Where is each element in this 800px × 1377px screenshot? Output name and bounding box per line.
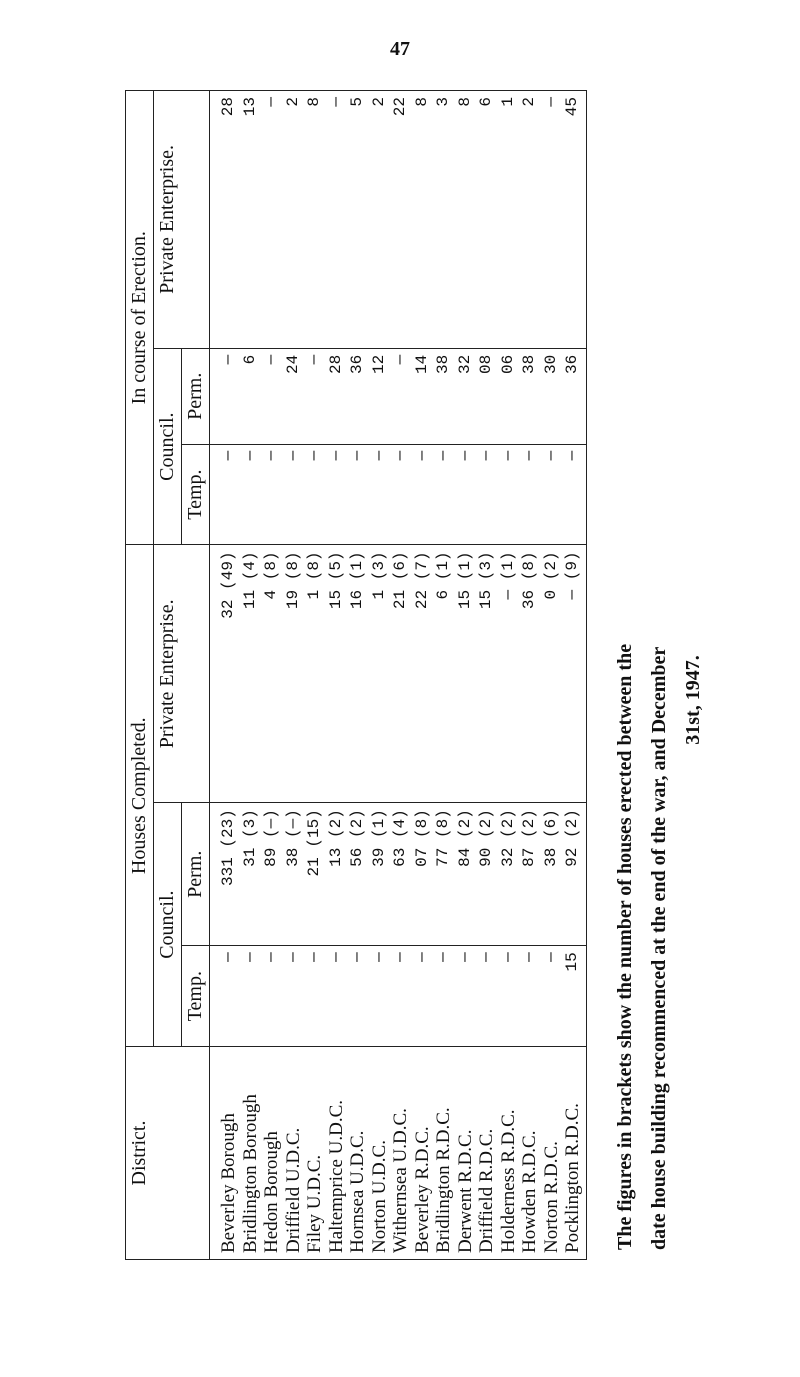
table-cell: —	[283, 450, 302, 461]
table-cell: —	[520, 952, 538, 962]
table-cell: 331 (23)	[219, 809, 237, 887]
table-cell: —	[326, 97, 345, 107]
table-cell: —	[541, 97, 560, 107]
table-cell: Hedon Borough	[261, 1131, 282, 1253]
table-cell: 92 (2)	[563, 809, 581, 867]
table-cell: —	[541, 450, 560, 461]
table-cell: —	[434, 450, 452, 461]
table-cell: — (9)	[563, 551, 581, 600]
table-cell: 8	[412, 97, 431, 107]
table-cell: 12	[369, 354, 388, 375]
table-cell: —	[520, 450, 538, 461]
table-cell: 22	[391, 97, 409, 117]
table-cell: 36 (8)	[520, 551, 538, 610]
table-cell: 77 (8)	[434, 809, 452, 867]
table-cell: Norton R.D.C.	[540, 1141, 562, 1253]
table-cell: —	[412, 952, 431, 962]
table-cell: — (1)	[498, 551, 517, 600]
table-cell: —	[240, 952, 259, 962]
table-cell: 2	[369, 97, 388, 107]
table-cell: Bridlington R.D.C.	[433, 1107, 454, 1253]
table-cell: 2	[283, 97, 302, 107]
table-cell: 32	[455, 354, 474, 375]
table-cell: 1	[498, 97, 517, 107]
table-cell: 89 (—)	[262, 809, 280, 867]
table-cell: —	[348, 952, 366, 962]
housing-table	[125, 90, 587, 1260]
table-cell: Pocklington R.D.C.	[562, 1103, 583, 1253]
erection-private-list	[210, 91, 587, 349]
table-cell: —	[477, 450, 495, 461]
table-cell: —	[262, 354, 280, 365]
table-cell: Derwent R.D.C.	[454, 1129, 476, 1253]
table-cell: 08	[477, 354, 495, 375]
table-cell: 90 (2)	[477, 809, 495, 867]
completed-council-header: Council.	[154, 803, 182, 1047]
table-cell: 8	[455, 97, 474, 107]
table-cell: Howden R.D.C.	[519, 1130, 540, 1253]
table-cell: 1 (3)	[369, 551, 388, 600]
table-cell: 39 (1)	[369, 809, 388, 867]
table-cell: 36	[563, 354, 581, 375]
table-cell: 87 (2)	[520, 809, 538, 867]
table-cell: —	[541, 952, 560, 962]
table-cell: Beverley Borough	[218, 1113, 239, 1253]
table-cell: —	[326, 450, 345, 461]
table-cell: —	[305, 354, 323, 365]
table-cell: Holderness R.D.C.	[497, 1109, 519, 1253]
table-cell: 32 (49)	[219, 551, 237, 619]
table-cell: —	[477, 952, 495, 962]
table-cell: 16 (1)	[348, 551, 366, 610]
table-cell: 15 (1)	[455, 551, 474, 610]
footnote-line-2: date house building recommenced at the end of the war, and December	[648, 646, 670, 1250]
table-cell: 19 (8)	[283, 551, 302, 610]
table-cell: 06	[498, 354, 517, 375]
table-cell: 38 (6)	[541, 809, 560, 867]
page-number: 47	[390, 38, 410, 60]
table-cell: —	[326, 952, 345, 962]
table-cell: —	[391, 450, 409, 461]
table-cell: —	[240, 450, 259, 461]
table-cell: Hornsea U.D.C.	[347, 1130, 368, 1253]
table-cell: 5	[348, 97, 366, 107]
table-cell: —	[455, 952, 474, 962]
table-cell: —	[391, 952, 409, 962]
table-cell: 6	[477, 97, 495, 107]
table-cell: —	[369, 952, 388, 962]
table-cell: Withernsea U.D.C.	[390, 1108, 411, 1253]
table-cell: —	[369, 450, 388, 461]
table-cell: 1 (8)	[305, 551, 323, 600]
table-cell: —	[434, 952, 452, 962]
table-cell: 84 (2)	[455, 809, 474, 867]
housing-table-rotated	[125, 90, 595, 1260]
erection-perm-header: Perm.	[182, 348, 210, 444]
table-cell: Driffield U.D.C.	[282, 1127, 304, 1253]
erection-temp-header: Temp.	[182, 444, 210, 545]
footnote-date: 31st, 1947.	[682, 655, 704, 745]
table-cell: 38	[520, 354, 538, 375]
table-cell: —	[219, 450, 237, 461]
table-cell: 38 (—)	[283, 809, 302, 867]
table-cell: 15	[563, 952, 581, 972]
table-cell: —	[262, 450, 280, 461]
table-cell: 38	[434, 354, 452, 375]
table-cell: —	[391, 354, 409, 365]
completed-temp-header: Temp.	[182, 946, 210, 1047]
erection-council-header: Council.	[154, 348, 182, 545]
table-cell: —	[219, 354, 237, 365]
table-cell: 11 (4)	[240, 551, 259, 610]
table-cell: 28	[326, 354, 345, 375]
table-cell: —	[305, 952, 323, 962]
table-cell: —	[563, 450, 581, 461]
district-list	[210, 1047, 587, 1260]
table-cell: —	[219, 952, 237, 962]
table-cell: 31 (3)	[240, 809, 259, 867]
table-cell: 3	[434, 97, 452, 107]
footnote	[608, 150, 728, 1250]
table-cell: —	[498, 952, 517, 962]
table-cell: 21 (6)	[391, 551, 409, 610]
table-cell: —	[455, 450, 474, 461]
completed-council-perm-list	[210, 803, 587, 946]
completed-council-temp-list	[210, 946, 587, 1047]
completed-private-header: Private Enterprise.	[154, 545, 210, 803]
completed-private-list	[210, 545, 587, 803]
table-cell: —	[262, 952, 280, 962]
table-cell: 56 (2)	[348, 809, 366, 867]
table-cell: 21 (15)	[305, 809, 323, 877]
district-header: District.	[126, 1047, 210, 1260]
table-cell: —	[498, 450, 517, 461]
table-cell: 30	[541, 354, 560, 375]
table-cell: Bridlington Borough	[239, 1094, 261, 1253]
houses-completed-header: Houses Completed.	[126, 545, 154, 1047]
table-cell: 15 (5)	[326, 551, 345, 610]
table-cell: Filey U.D.C.	[304, 1154, 325, 1253]
in-course-header: In course of Erection.	[126, 91, 154, 545]
table-cell: 45	[563, 97, 581, 117]
erection-council-temp-list	[210, 444, 587, 545]
table-cell: —	[348, 450, 366, 461]
table-cell: 22 (7)	[412, 551, 431, 610]
table-cell: 15 (3)	[477, 551, 495, 610]
table-cell: 36	[348, 354, 366, 375]
table-cell: 32 (2)	[498, 809, 517, 867]
table-cell: —	[412, 450, 431, 461]
table-cell: 0 (2)	[541, 551, 560, 600]
table-cell: Norton U.D.C.	[368, 1140, 390, 1253]
table-cell: Beverley R.D.C.	[411, 1126, 433, 1253]
table-cell: 6 (1)	[434, 551, 452, 600]
table-cell: 4 (8)	[262, 551, 280, 600]
table-cell: 24	[283, 354, 302, 375]
table-cell: 6	[240, 354, 259, 365]
table-cell: —	[305, 450, 323, 461]
table-cell: 13 (2)	[326, 809, 345, 867]
table-cell: 8	[305, 97, 323, 107]
table-cell: 07 (8)	[412, 809, 431, 867]
table-cell: 14	[412, 354, 431, 375]
table-cell: —	[262, 97, 280, 107]
table-cell: 13	[240, 97, 259, 117]
footnote-line-1: The figures in brackets show the number of houses erected between the	[614, 643, 636, 1250]
table-cell: Driffield R.D.C.	[476, 1128, 497, 1253]
completed-perm-header: Perm.	[182, 803, 210, 946]
table-cell: —	[283, 952, 302, 962]
table-cell: 2	[520, 97, 538, 107]
table-cell: 63 (4)	[391, 809, 409, 867]
erection-private-header: Private Enterprise.	[154, 91, 210, 349]
table-cell: Haltemprice U.D.C.	[325, 1099, 347, 1253]
table-cell: 28	[219, 97, 237, 117]
erection-council-perm-list	[210, 348, 587, 444]
